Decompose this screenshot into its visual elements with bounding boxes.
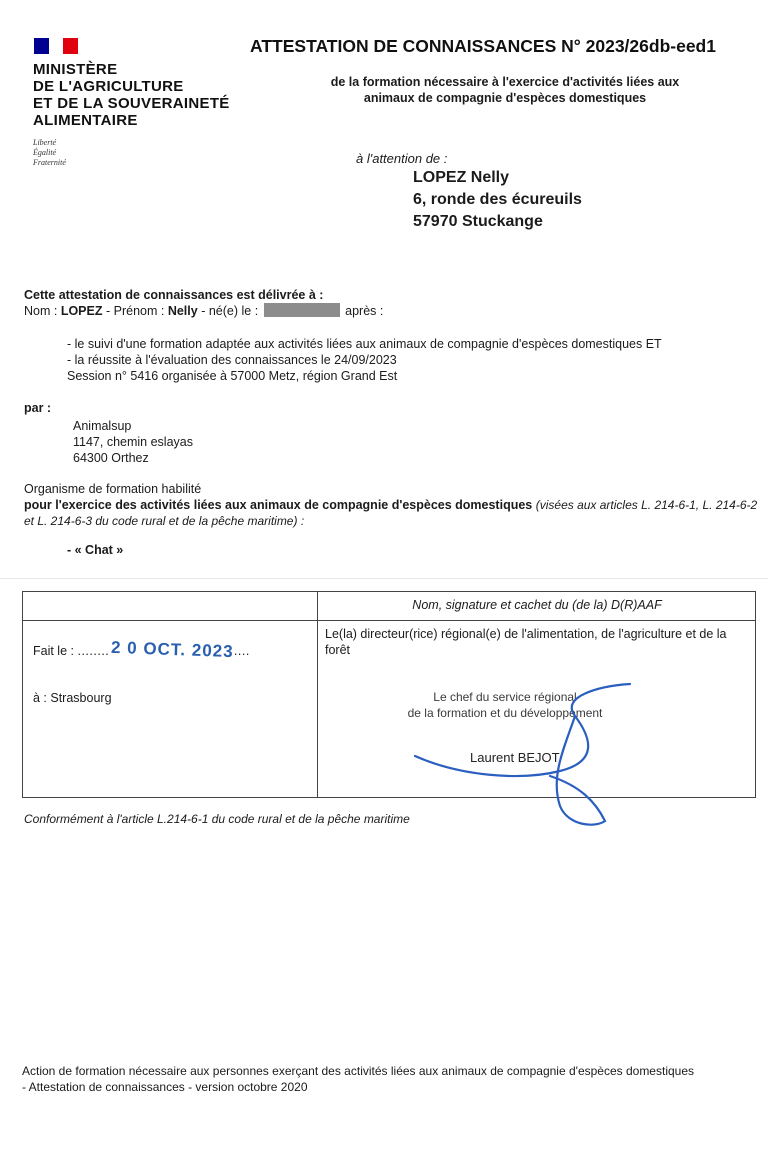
republic-motto: [33, 138, 66, 168]
recipient-address: [413, 167, 582, 233]
document-subtitle: [285, 74, 725, 106]
footer-line: - Attestation de connaissances - version octobre 2020: [22, 1080, 308, 1094]
paper-fold-line: [0, 578, 768, 579]
stamp-line: Le chef du service régional: [433, 690, 577, 704]
species-item: - « Chat »: [67, 543, 124, 557]
signature-column-header: Nom, signature et cachet du (de la) D(R)AAF: [412, 598, 662, 612]
accreditation-line: Organisme de formation habilité: [24, 482, 202, 496]
motto-fraternite: Fraternité: [33, 158, 66, 167]
apres-label: après :: [345, 304, 384, 318]
training-organisation: [73, 418, 193, 466]
ministry-line: ET DE LA SOUVERAINETÉ: [33, 95, 230, 112]
ministry-line: DE L'AGRICULTURE: [33, 78, 184, 95]
accreditation-legal-refs: (visées aux articles L. 214-6-1, L. 214-6-2 et L. 214-6-3 du code rural et de la pêche maritime) :: [24, 498, 758, 528]
issue-date-line: [33, 637, 250, 662]
session-info: Session n° 5416 organisée à 57000 Metz, région Grand Est: [67, 369, 398, 383]
ministry-name: [33, 61, 230, 129]
redacted-birthdate: [264, 303, 340, 317]
conditions-list: [67, 336, 662, 384]
holder-surname: LOPEZ: [60, 304, 103, 318]
delivered-heading: Cette attestation de connaissances est délivrée à :: [24, 288, 324, 302]
birthdate-label: - né(e) le :: [201, 304, 259, 318]
motto-egalite: Égalité: [33, 148, 57, 157]
stamp-line: de la formation et du développement: [407, 706, 603, 720]
attention-label: à l'attention de :: [356, 151, 448, 166]
prenom-label: - Prénom :: [105, 304, 165, 318]
ministry-line: MINISTÈRE: [33, 61, 118, 78]
issue-place: à : Strasbourg: [33, 691, 112, 705]
accreditation-activities: pour l'exercice des activités liées aux animaux de compagnie d'espèces domestiques: [24, 498, 533, 512]
fait-dots-after: ....: [233, 644, 250, 658]
condition-item: - le suivi d'une formation adaptée aux activités liées aux animaux de compagnie d'espèces domestiques ET: [67, 337, 662, 351]
recipient-city: 57970 Stuckange: [413, 213, 543, 230]
org-name: Animalsup: [73, 419, 132, 433]
table-column-divider: [317, 591, 318, 798]
subtitle-line: de la formation nécessaire à l'exercice d'activités liées aux: [330, 75, 680, 89]
document-title: ATTESTATION DE CONNAISSANCES N° 2023/26db-eed1: [250, 36, 716, 56]
table-header-divider: [22, 620, 756, 621]
subtitle-line: animaux de compagnie d'espèces domestiques: [363, 91, 647, 105]
condition-item: - la réussite à l'évaluation des connaissances le 24/09/2023: [67, 353, 397, 367]
director-title: Le(la) directeur(rice) régional(e) de l'alimentation, de l'agriculture et de la forêt: [325, 627, 727, 657]
motto-liberte: Liberté: [33, 138, 57, 147]
fait-dots: ........: [77, 644, 110, 658]
accreditation-statement: [24, 481, 759, 529]
handwritten-signature: [400, 676, 650, 836]
footer-line: Action de formation nécessaire aux personnes exerçant des activités liées aux animaux de compagnie d'espèces domestiques: [22, 1064, 695, 1078]
signer-name: Laurent BEJOT: [470, 750, 560, 765]
marianne-flag-logo: [34, 38, 78, 54]
recipient-name: LOPEZ Nelly: [413, 169, 510, 186]
nom-label: Nom :: [24, 304, 58, 318]
fait-label: Fait le :: [33, 644, 74, 658]
date-stamp: 2 0 OCT. 2023: [111, 637, 235, 662]
conformity-note: Conformément à l'article L.214-6-1 du code rural et de la pêche maritime: [24, 812, 410, 826]
holder-identity-line: [24, 303, 383, 318]
holder-firstname: Nelly: [167, 304, 198, 318]
par-label: par :: [24, 401, 52, 415]
ministry-line: ALIMENTAIRE: [33, 112, 138, 129]
recipient-street: 6, ronde des écureuils: [413, 191, 582, 208]
org-street: 1147, chemin eslayas: [73, 435, 193, 449]
org-city: 64300 Orthez: [73, 451, 149, 465]
document-footer: [22, 1063, 762, 1095]
